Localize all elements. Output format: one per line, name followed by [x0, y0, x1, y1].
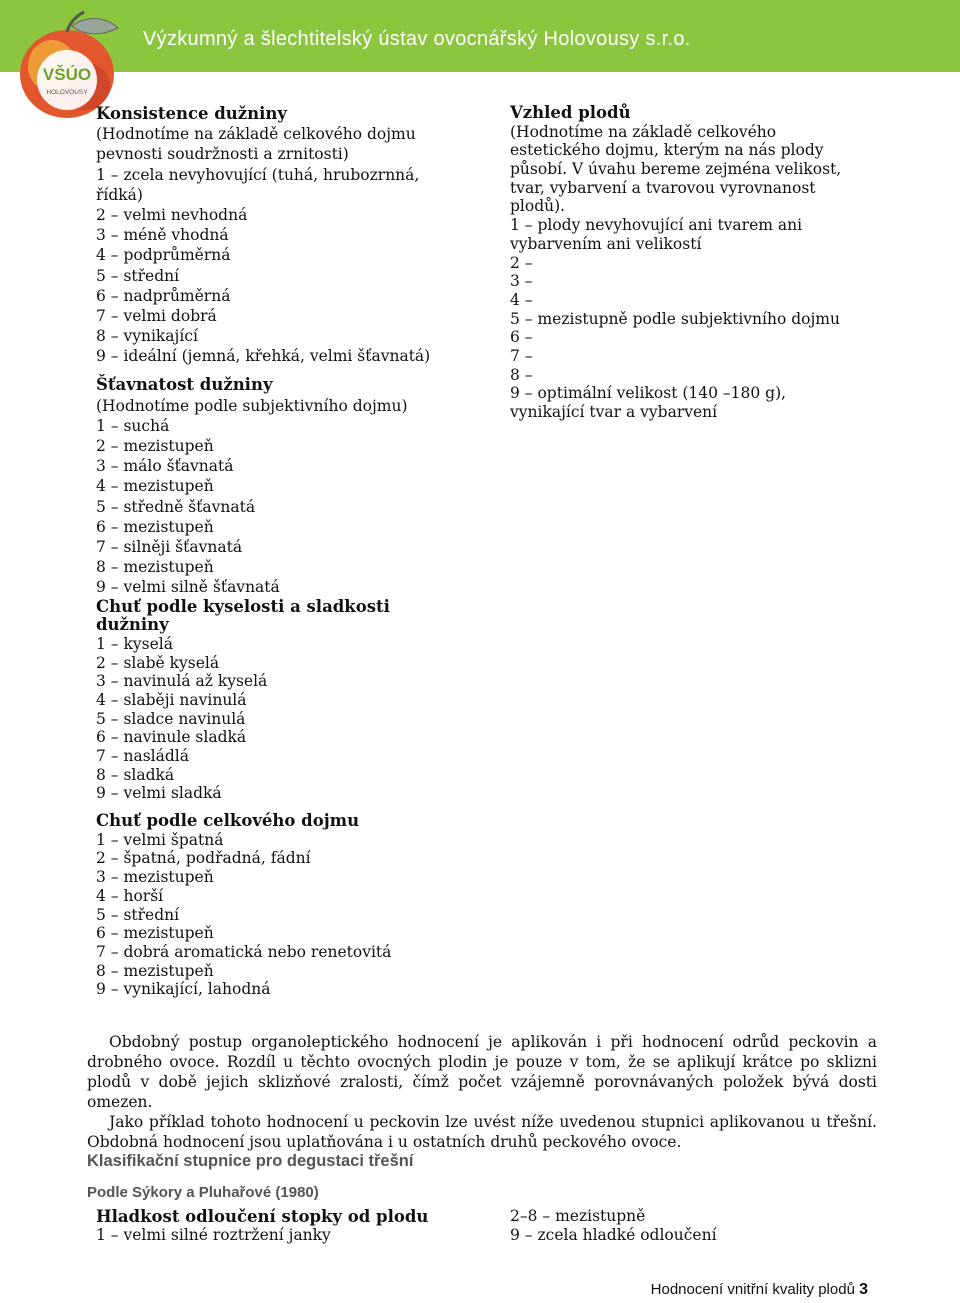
logo-text: VŠÚO: [42, 65, 92, 84]
section-subtitle: Podle Sýkory a Pluhařové (1980): [87, 1184, 319, 1201]
chut-celkova-line: 6 – mezistupeň: [96, 924, 214, 943]
header-title: Výzkumný a šlechtitelský ústav ovocnářský Holovousy s.r.o.: [143, 28, 691, 50]
konzistence-line: 1 – zcela nevyhovující (tuhá, hrubozrnná,: [96, 165, 420, 184]
chut-kyselost-line: 2 – slabě kyselá: [96, 653, 220, 672]
chut-celkova-line: 5 – střední: [96, 905, 180, 924]
vzhled-line: 8 –: [510, 365, 533, 384]
stavnatost-line: 4 – mezistupeň: [96, 477, 214, 496]
body-paragraph: [87, 1032, 877, 1152]
chut-kyselost-line: 8 – sladká: [96, 765, 175, 784]
vzhled-title: Vzhled plodů: [510, 103, 631, 122]
vzhled-line: 4 –: [510, 290, 533, 309]
chut-celkova-line: 2 – špatná, podřadná, fádní: [96, 849, 311, 868]
page-number: 3: [859, 1281, 868, 1298]
konzistence-line: (Hodnotíme na základě celkového dojmu: [96, 125, 416, 144]
konzistence-line: 4 – podprůměrná: [96, 246, 231, 265]
vzhled-line: estetického dojmu, kterým na nás plody: [510, 141, 824, 160]
paragraph-2: Jako příklad tohoto hodnocení u peckovin lze uvést níže uvedenou stupnici aplikovanou u třešní. Obdobná hodnocení jsou uplatňována i u ostatních druhů peckového ovoce.: [87, 1113, 877, 1151]
stavnatost-line: 8 – mezistupeň: [96, 558, 214, 577]
konzistence-title: Konsistence dužniny: [96, 104, 287, 123]
vzhled-line: 9 – optimální velikost (140 –180 g),: [510, 384, 787, 403]
chut-kyselost-title-2: dužniny: [96, 615, 169, 635]
chut-kyselost-line: 7 – nasládlá: [96, 747, 189, 765]
konzistence-line: 7 – velmi dobrá: [96, 306, 217, 325]
konzistence-line: 2 – velmi nevhodná: [96, 205, 248, 224]
vzhled-line: působí. V úvahu bereme zejména velikost,: [510, 160, 842, 179]
konzistence-line: 3 – méně vhodná: [96, 226, 229, 245]
konzistence-line: 9 – ideální (jemná, křehká, velmi šťavnatá): [96, 347, 431, 366]
chut-celkova-title: Chuť podle celkového dojmu: [96, 811, 360, 831]
hladkost-line: 9 – zcela hladké odloučení: [510, 1226, 717, 1244]
hladkost-title: Hladkost odloučení stopky od plodu: [96, 1207, 429, 1226]
section-chut-celkova: [96, 812, 496, 999]
logo-subtext: HOLOVOUSY: [46, 89, 88, 96]
chut-celkova-line: 4 – horší: [96, 886, 164, 905]
chut-kyselost-line: 9 – velmi sladká: [96, 784, 222, 803]
konzistence-line: řídká): [96, 185, 143, 204]
section-title: Klasifikační stupnice pro degustaci třešní: [87, 1152, 414, 1170]
vzhled-line: vynikající tvar a vybarvení: [510, 403, 718, 421]
chut-celkova-line: 3 – mezistupeň: [96, 868, 214, 887]
stavnatost-line: 7 – silněji šťavnatá: [96, 537, 243, 556]
konzistence-line: pevnosti soudržnosti a zrnitosti): [96, 145, 349, 164]
chut-celkova-line: 1 – velmi špatná: [96, 830, 224, 849]
paragraph-1: Obdobný postup organoleptického hodnocení je aplikován i při hodnocení odrůd peckovin a drobného ovoce. Rozdíl u těchto ovocných plodin je pouze v tom, že se aplikují krátce po sklizni plodů v době jejich sklizňové zralosti, čímž počet vzájemně porovnávaných položek bývá dosti omezen.: [87, 1033, 877, 1111]
chut-kyselost-line: 4 – slaběji navinulá: [96, 690, 247, 709]
vzhled-line: 2 –: [510, 253, 533, 272]
chut-kyselost-title: Chuť podle kyselosti a sladkosti: [96, 596, 390, 616]
chut-kyselost-line: 6 – navinule sladká: [96, 728, 247, 747]
konzistence-line: 8 – vynikající: [96, 327, 198, 346]
chut-kyselost-line: 5 – sladce navinulá: [96, 709, 246, 728]
left-column: [96, 104, 496, 999]
section-chut-kyselost: [96, 598, 496, 804]
right-column: [510, 104, 910, 422]
stavnatost-line: 3 – málo šťavnatá: [96, 457, 234, 476]
stavnatost-line: 1 – suchá: [96, 416, 170, 435]
chut-celkova-line: 9 – vynikající, lahodná: [96, 980, 271, 999]
section-konzistence: [96, 104, 496, 366]
stavnatost-line: 2 – mezistupeň: [96, 437, 214, 455]
vzhled-line: (Hodnotíme na základě celkového: [510, 122, 777, 141]
hladkost-line: 2–8 – mezistupně: [510, 1207, 646, 1225]
stavnatost-line: (Hodnotíme podle subjektivního dojmu): [96, 396, 408, 415]
stavnatost-line: 5 – středně šťavnatá: [96, 497, 256, 516]
stavnatost-title: Šťavnatost dužniny: [96, 375, 273, 395]
hladkost-line: 1 – velmi silné roztržení janky: [96, 1226, 331, 1244]
vzhled-line: 5 – mezistupně podle subjektivního dojmu: [510, 309, 840, 328]
stavnatost-line: 6 – mezistupeň: [96, 517, 214, 536]
vzhled-line: plodů).: [510, 197, 566, 216]
stavnatost-line: 9 – velmi silně šťavnatá: [96, 578, 280, 597]
chut-celkova-line: 8 – mezistupeň: [96, 961, 214, 980]
konzistence-line: 5 – střední: [96, 266, 180, 285]
bottom-left-block: [96, 1207, 428, 1245]
vzhled-line: tvar, vybarvení a tvarovou vyrovnanost: [510, 178, 816, 197]
vzhled-line: vybarvením ani velikostí: [510, 234, 702, 253]
chut-kyselost-line: 3 – navinulá až kyselá: [96, 672, 268, 691]
section-stavnatost: [96, 375, 496, 597]
chut-kyselost-line: 1 – kyselá: [96, 634, 173, 653]
vzhled-line: 7 –: [510, 346, 533, 365]
vzhled-line: 3 –: [510, 272, 533, 291]
chut-celkova-line: 7 – dobrá aromatická nebo renetovitá: [96, 942, 392, 961]
page-footer: [651, 1281, 868, 1299]
konzistence-line: 6 – nadprůměrná: [96, 286, 231, 305]
footer-text: Hodnocení vnitřní kvality plodů: [650, 1281, 855, 1298]
vzhled-line: 6 –: [510, 328, 533, 347]
vzhled-line: 1 – plody nevyhovující ani tvarem ani: [510, 216, 803, 235]
bottom-right-block: [510, 1207, 717, 1245]
